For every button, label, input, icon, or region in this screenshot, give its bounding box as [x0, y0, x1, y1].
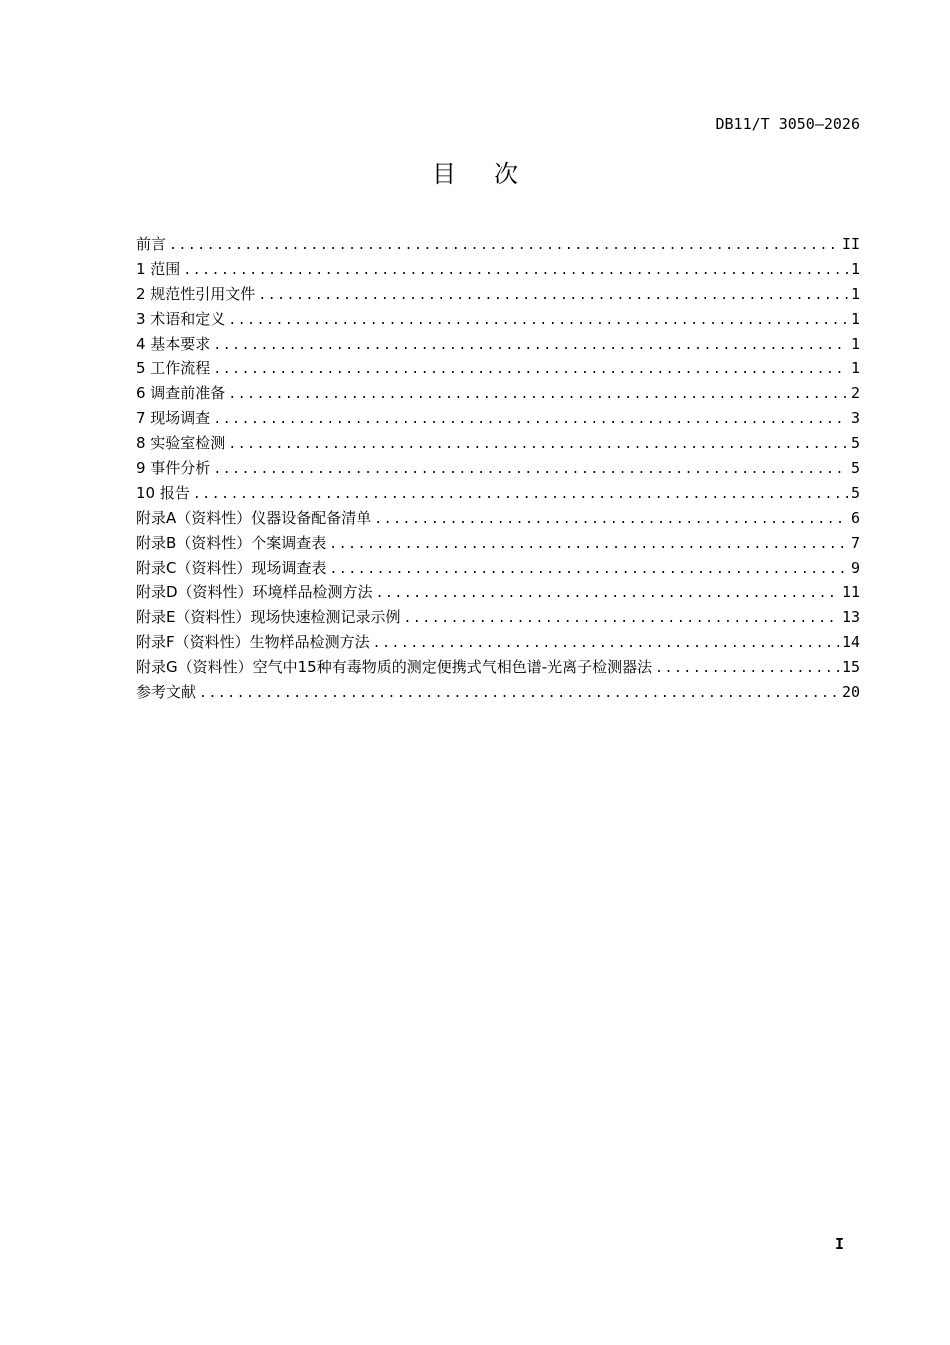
toc-entry-page: 1: [850, 309, 860, 328]
toc-dot-leader: [655, 657, 839, 682]
toc-entry-label: 附录G（资料性）空气中15种有毒物质的测定便携式气相色谱-光离子检测器法: [136, 658, 653, 677]
table-of-contents: [136, 232, 860, 705]
toc-entry[interactable]: [136, 257, 860, 282]
toc-entry-page: 14: [841, 633, 860, 652]
toc-entry-label: 7 现场调查: [136, 409, 211, 428]
toc-entry-label: 8 实验室检测: [136, 434, 226, 453]
toc-entry[interactable]: [136, 655, 860, 680]
page-number: I: [835, 1235, 845, 1253]
toc-entry-page: 1: [850, 284, 860, 303]
toc-entry-label: 附录E（资料性）现场快速检测记录示例: [136, 608, 401, 627]
toc-entry-label: 10 报告: [136, 483, 190, 502]
toc-entry-page: 5: [850, 459, 860, 478]
toc-entry-label: 1 范围: [136, 259, 181, 278]
toc-entry[interactable]: [136, 580, 860, 605]
toc-entry-page: II: [841, 235, 860, 253]
toc-entry-page: 6: [850, 508, 860, 527]
toc-entry-page: 7: [850, 533, 860, 552]
toc-dot-leader: [169, 234, 839, 259]
toc-entry[interactable]: [136, 506, 860, 531]
toc-dot-leader: [228, 433, 848, 458]
toc-dot-leader: [373, 632, 839, 657]
toc-entry-page: 2: [850, 384, 860, 403]
toc-dot-leader: [199, 682, 839, 707]
toc-entry-page: 5: [850, 483, 860, 502]
toc-dot-leader: [329, 558, 847, 583]
toc-entry-label: 参考文献: [136, 683, 197, 702]
toc-dot-leader: [403, 607, 838, 632]
toc-dot-leader: [213, 334, 848, 359]
toc-entry-label: 9 事件分析: [136, 459, 211, 478]
toc-entry[interactable]: [136, 431, 860, 456]
toc-entry-page: 15: [841, 658, 860, 677]
toc-entry[interactable]: [136, 556, 860, 581]
toc-entry-label: 2 规范性引用文件: [136, 284, 256, 303]
toc-entry-label: 4 基本要求: [136, 334, 211, 353]
toc-entry-page: 5: [850, 434, 860, 453]
toc-dot-leader: [374, 508, 848, 533]
toc-dot-leader: [228, 309, 848, 334]
toc-entry[interactable]: [136, 332, 860, 357]
toc-entry[interactable]: [136, 630, 860, 655]
toc-entry-label: 附录C（资料性）现场调查表: [136, 558, 327, 577]
toc-entry[interactable]: [136, 531, 860, 556]
toc-dot-leader: [193, 483, 848, 508]
toc-entry-page: 9: [850, 558, 860, 577]
toc-entry[interactable]: [136, 307, 860, 332]
toc-dot-leader: [213, 358, 848, 383]
toc-entry[interactable]: [136, 232, 860, 257]
toc-entry[interactable]: [136, 680, 860, 705]
toc-entry[interactable]: [136, 605, 860, 630]
toc-entry[interactable]: [136, 356, 860, 381]
toc-entry-label: 前言: [136, 235, 167, 253]
toc-dot-leader: [183, 259, 848, 284]
toc-entry[interactable]: [136, 406, 860, 431]
toc-entry-label: 附录F（资料性）生物样品检测方法: [136, 633, 370, 652]
toc-entry[interactable]: [136, 282, 860, 307]
toc-dot-leader: [329, 533, 848, 558]
toc-entry-page: 1: [850, 359, 860, 378]
toc-entry-label: 附录D（资料性）环境样品检测方法: [136, 583, 373, 602]
toc-entry-page: 11: [841, 583, 860, 602]
toc-entry-page: 3: [850, 409, 860, 428]
toc-dot-leader: [376, 582, 839, 607]
toc-entry[interactable]: [136, 481, 860, 506]
toc-entry[interactable]: [136, 456, 860, 481]
toc-dot-leader: [213, 408, 848, 433]
toc-entry-page: 20: [841, 683, 860, 702]
document-code: DB11/T 3050—2026: [715, 115, 860, 133]
toc-dot-leader: [258, 284, 848, 309]
toc-dot-leader: [213, 458, 848, 483]
toc-entry-page: 1: [850, 334, 860, 353]
toc-entry-label: 附录A（资料性）仪器设备配备清单: [136, 508, 372, 527]
toc-entry-label: 6 调查前准备: [136, 384, 226, 403]
toc-entry[interactable]: [136, 381, 860, 406]
toc-entry-page: 13: [841, 608, 860, 627]
toc-entry-label: 附录B（资料性）个案调查表: [136, 533, 327, 552]
page-title: 目次: [432, 160, 556, 188]
toc-dot-leader: [228, 383, 848, 408]
toc-entry-label: 5 工作流程: [136, 359, 211, 378]
toc-entry-page: 1: [850, 259, 860, 278]
toc-entry-label: 3 术语和定义: [136, 309, 226, 328]
